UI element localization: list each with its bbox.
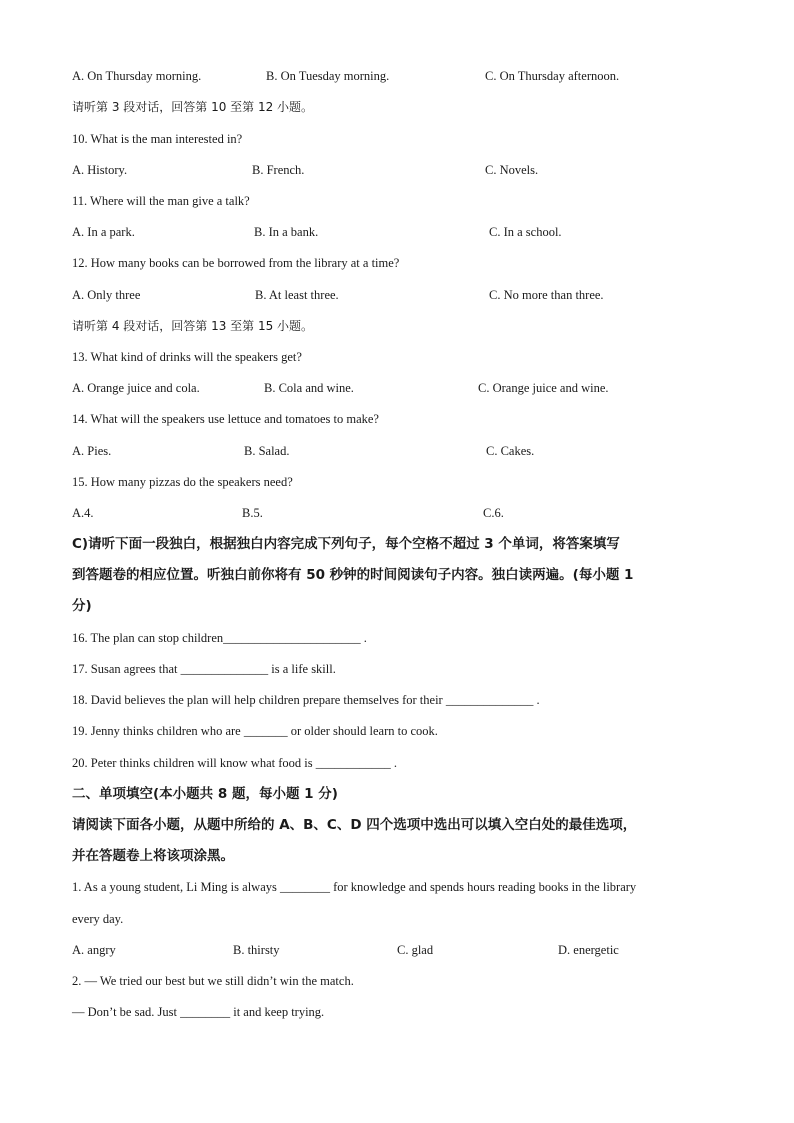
q11-option-a: A. In a park. <box>72 225 135 239</box>
single-choice-1-line2: every day. <box>72 912 124 926</box>
section-c-instruction-line3: 分) <box>72 598 92 614</box>
question-15: 15. How many pizzas do the speakers need? <box>72 475 293 489</box>
q11-option-c: C. In a school. <box>489 225 562 239</box>
dialog3-instruction: 请听第 3 段对话，回答第 10 至第 12 小题。 <box>72 100 314 114</box>
question-11: 11. Where will the man give a talk? <box>72 194 250 208</box>
section-c-instruction-line2: 到答题卷的相应位置。听独白前你将有 50 秒钟的时间阅读句子内容。独白读两遍。(每小题 1 <box>72 567 634 583</box>
q14-option-a: A. Pies. <box>72 444 112 458</box>
part2-instruction-line2: 并在答题卷上将该项涂黑。 <box>72 848 234 864</box>
q12-option-a: A. Only three <box>72 288 141 302</box>
question-14: 14. What will the speakers use lettuce and tomatoes to make? <box>72 412 379 426</box>
question-12: 12. How many books can be borrowed from the library at a time? <box>72 256 400 270</box>
q11-option-b: B. In a bank. <box>254 225 319 239</box>
q15-option-b: B.5. <box>242 506 263 520</box>
s1-option-c: C. glad <box>397 943 434 957</box>
s1-option-a: A. angry <box>72 943 116 957</box>
q9-option-b: B. On Tuesday morning. <box>266 69 390 83</box>
q14-option-c: C. Cakes. <box>486 444 535 458</box>
q13-option-b: B. Cola and wine. <box>264 381 354 395</box>
q9-option-c: C. On Thursday afternoon. <box>485 69 620 83</box>
q9-option-a: A. On Thursday morning. <box>72 69 202 83</box>
s1-option-d: D. energetic <box>558 943 619 957</box>
q12-option-b: B. At least three. <box>255 288 339 302</box>
question-13: 13. What kind of drinks will the speakers get? <box>72 350 302 364</box>
single-choice-2-line1: 2. — We tried our best but we still didn’t win the match. <box>72 974 354 988</box>
q10-option-a: A. History. <box>72 163 128 177</box>
question-17: 17. Susan agrees that ______________ is a life skill. <box>72 662 336 676</box>
q13-option-a: A. Orange juice and cola. <box>72 381 200 395</box>
q10-option-b: B. French. <box>252 163 305 177</box>
section-c-instruction-line1: C)请听下面一段独白，根据独白内容完成下列句子，每个空格不超过 3 个单词，将答案填写 <box>72 536 620 552</box>
q14-option-b: B. Salad. <box>244 444 290 458</box>
single-choice-1-line1: 1. As a young student, Li Ming is always ________ for knowledge and spends hours reading books in the library <box>72 880 637 894</box>
q10-option-c: C. Novels. <box>485 163 539 177</box>
q12-option-c: C. No more than three. <box>489 288 604 302</box>
question-20: 20. Peter thinks children will know what food is ____________ . <box>72 756 397 770</box>
q13-option-c: C. Orange juice and wine. <box>478 381 609 395</box>
s1-option-b: B. thirsty <box>233 943 280 957</box>
dialog4-instruction: 请听第 4 段对话，回答第 13 至第 15 小题。 <box>72 319 314 333</box>
q15-option-c: C.6. <box>483 506 504 520</box>
question-18: 18. David believes the plan will help children prepare themselves for their ______________ . <box>72 693 540 707</box>
question-10: 10. What is the man interested in? <box>72 132 243 146</box>
q15-option-a: A.4. <box>72 506 94 520</box>
part2-instruction-line1: 请阅读下面各小题，从题中所给的 A、B、C、D 四个选项中选出可以填入空白处的最佳选项， <box>72 817 637 833</box>
question-16: 16. The plan can stop children______________________ . <box>72 631 367 645</box>
single-choice-2-line2: — Don’t be sad. Just ________ it and keep trying. <box>72 1005 325 1019</box>
question-19: 19. Jenny thinks children who are _______ or older should learn to cook. <box>72 724 438 738</box>
part2-title: 二、单项填空(本小题共 8 题，每小题 1 分) <box>72 786 338 802</box>
